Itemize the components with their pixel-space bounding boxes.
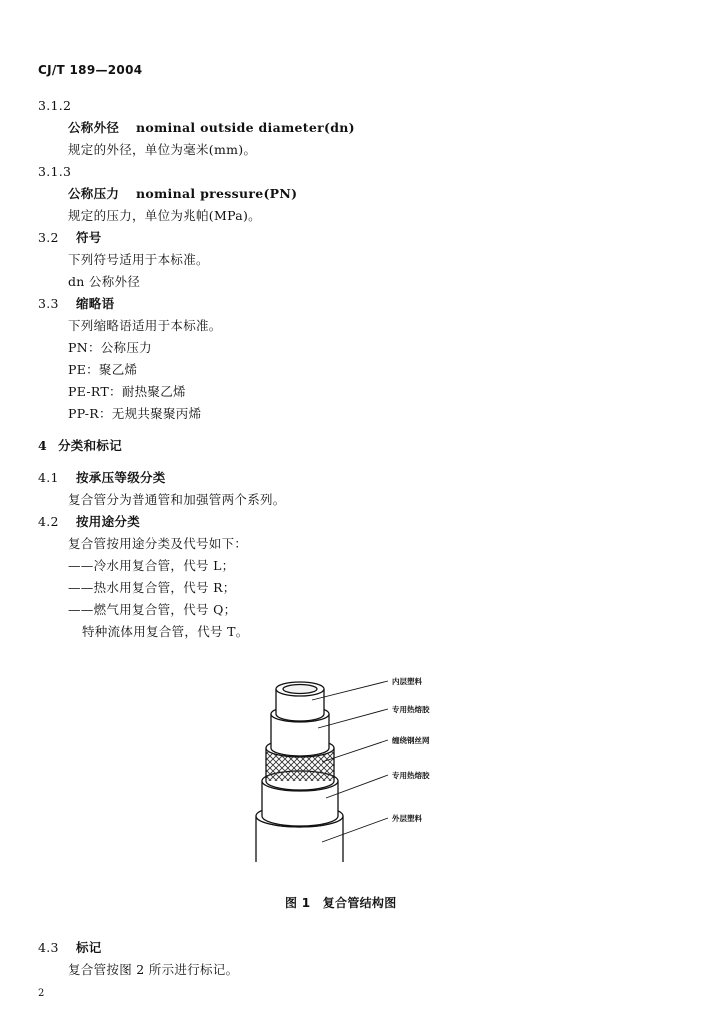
application-intro: 复合管按用途分类及代号如下： [68,536,248,551]
abbreviation-pe-rt: PE-RT：耐热聚乙烯 [68,384,186,399]
term-nominal-outside-diameter-en: nominal outside diameter(dn) [136,120,355,135]
definition-3-1-3: 规定的压力，单位为兆帕(MPa)。 [68,208,261,223]
section-number-3-1-2: 3.1.2 [38,98,72,113]
pipe-bore [283,685,317,694]
term-nominal-outside-diameter-cn: 公称外径 [68,120,120,135]
section-number-3-2: 3.2 [38,230,59,245]
application-item-gas: ——燃气用复合管，代号 Q； [68,602,237,617]
application-item-hot-water: ——热水用复合管，代号 R； [68,580,236,595]
application-item-cold-water: ——冷水用复合管，代号 L； [68,558,235,573]
page-number: 2 [38,988,45,999]
section-title-application: 按用途分类 [76,514,141,529]
figure-label-adhesive-1: 专用热熔胶 [392,705,430,714]
abbreviation-pp-r: PP-R：无规共聚聚丙烯 [68,406,202,421]
section-number-4-3: 4.3 [38,940,59,955]
application-item-special-fluid: 特种流体用复合管，代号 T。 [82,624,249,639]
figure-label-inner-plastic: 内层塑料 [392,677,422,686]
section-number-4-2: 4.2 [38,514,59,529]
abbreviation-pn: PN：公称压力 [68,340,152,355]
section-number-4-1: 4.1 [38,470,59,485]
symbols-intro: 下列符号适用于本标准。 [68,252,209,267]
figure-caption: 图 1 复合管结构图 [285,896,397,910]
definition-3-1-2: 规定的外径，单位为毫米(mm)。 [68,142,257,157]
symbol-dn: dn 公称外径 [68,274,141,289]
section-title-symbols: 符号 [76,230,102,245]
chapter-number-4: 4 [38,438,47,453]
abbreviation-pe: PE：聚乙烯 [68,362,138,377]
figure-label-adhesive-2: 专用热熔胶 [392,771,430,780]
chapter-title-classification: 分类和标记 [58,438,123,453]
standard-code: CJ/T 189—2004 [38,63,143,77]
figure-label-outer-plastic: 外层塑料 [392,814,422,823]
figure-label-steel-mesh: 缠绕钢丝网 [392,736,430,745]
section-number-3-1-3: 3.1.3 [38,164,72,179]
section-title-marking: 标记 [76,940,102,955]
section-number-3-3: 3.3 [38,296,59,311]
term-nominal-pressure-en: nominal pressure(PN) [136,186,298,201]
pressure-class-text: 复合管分为普通管和加强管两个系列。 [68,492,286,507]
abbreviations-intro: 下列缩略语适用于本标准。 [68,318,222,333]
section-title-pressure-class: 按承压等级分类 [76,470,166,485]
section-title-abbreviations: 缩略语 [76,296,115,311]
term-nominal-pressure-cn: 公称压力 [68,186,120,201]
marking-text: 复合管按图 2 所示进行标记。 [68,962,239,977]
